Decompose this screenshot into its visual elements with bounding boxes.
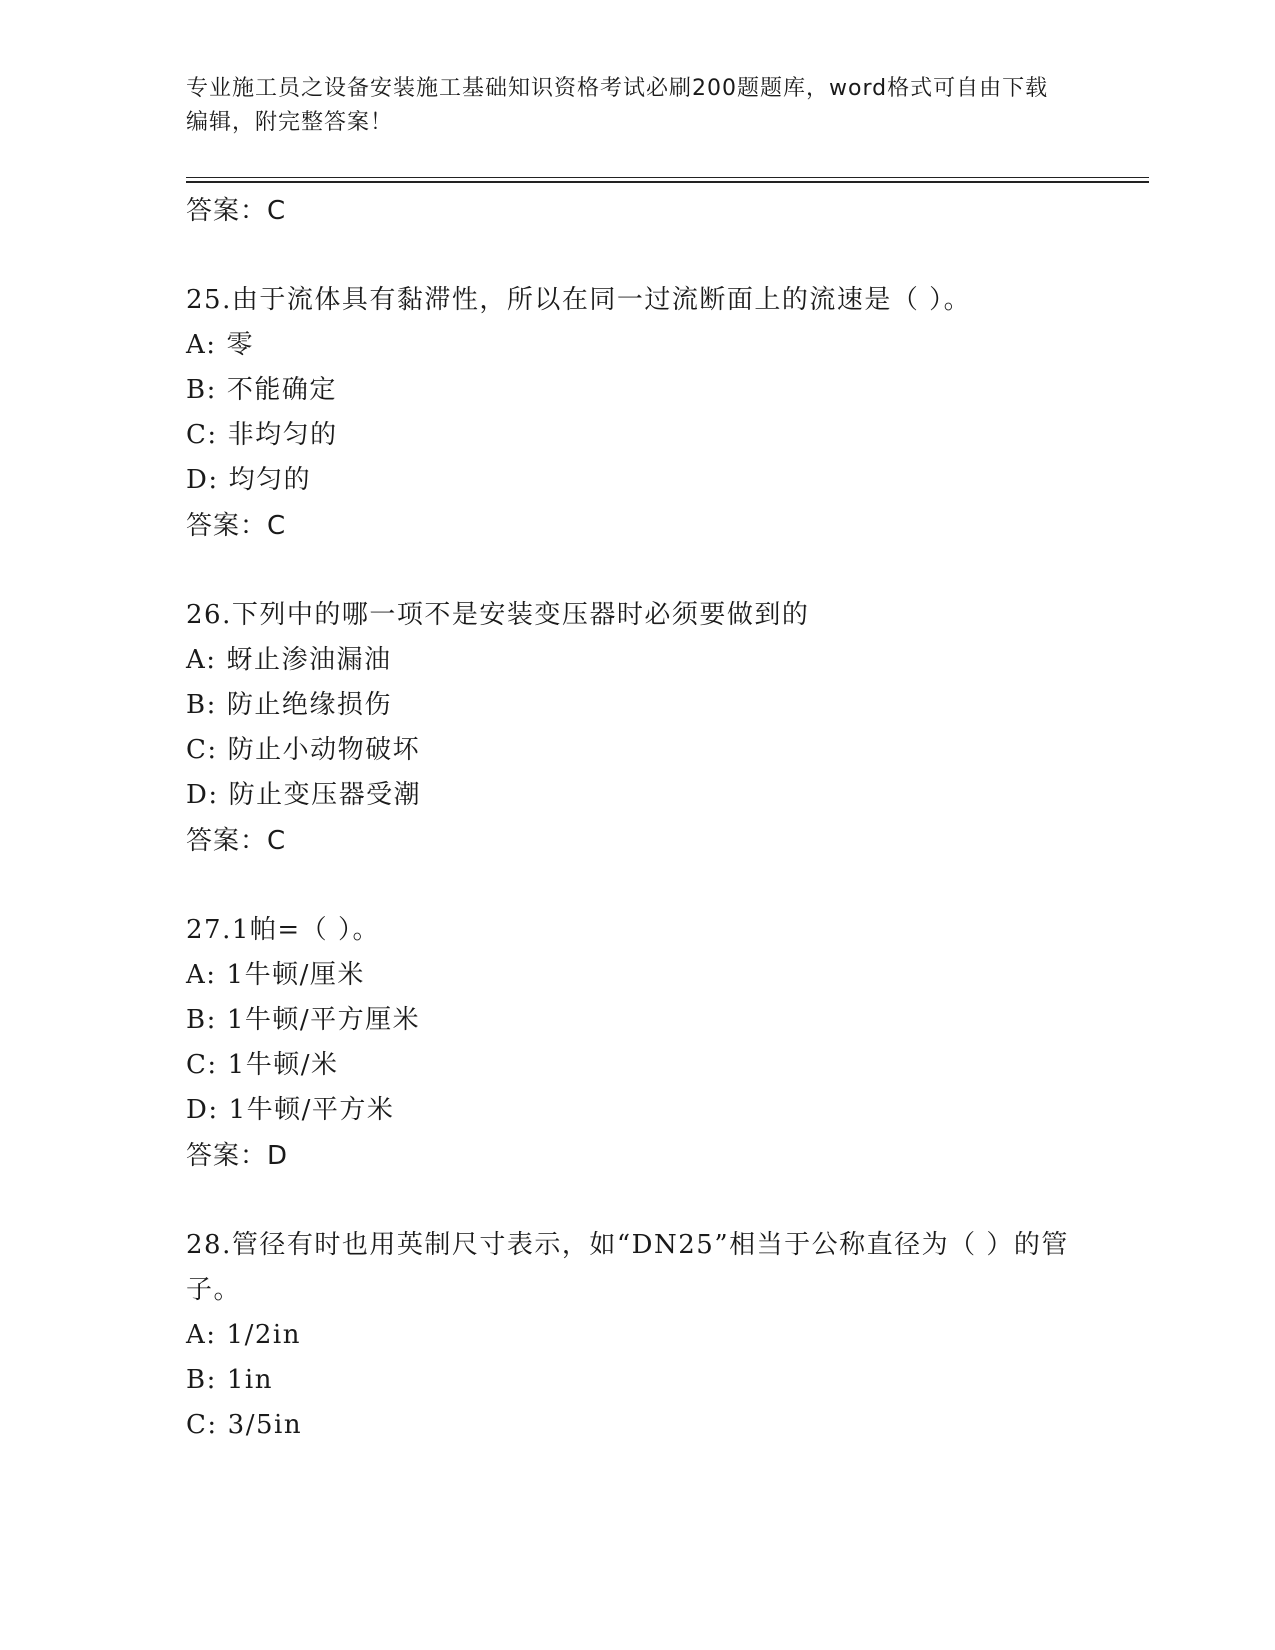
option-label: C: [186, 735, 218, 765]
option-c [186, 728, 1086, 773]
option-text: 1牛顿/平方米 [228, 1095, 395, 1125]
option-text: 1/2in [226, 1320, 301, 1350]
option-text: 均匀的 [228, 465, 312, 495]
option-text: 蚜止渗油漏油 [226, 645, 392, 675]
option-text: 零 [226, 330, 255, 360]
question-26 [186, 593, 1086, 864]
option-b [186, 998, 1086, 1043]
option-text: 1牛顿/平方厘米 [226, 1005, 421, 1035]
option-b [186, 683, 1086, 728]
option-text: 不能确定 [226, 375, 337, 405]
option-a [186, 323, 1086, 368]
option-text: 3/5in [227, 1410, 303, 1440]
option-text: 防止绝缘损伤 [226, 690, 392, 720]
option-label: A: [186, 960, 217, 990]
option-b [186, 368, 1086, 413]
option-c [186, 413, 1086, 458]
option-c [186, 1403, 1086, 1448]
question-text: 26.下列中的哪一项不是安装变压器时必须要做到的 [186, 600, 810, 630]
option-d [186, 773, 1086, 818]
option-text: 防止变压器受潮 [228, 780, 422, 810]
option-label: C: [186, 1050, 218, 1080]
question-28 [186, 1223, 1086, 1448]
option-text: 防止小动物破坏 [227, 735, 421, 765]
option-d [186, 458, 1086, 503]
question-25 [186, 278, 1086, 549]
option-b [186, 1358, 1086, 1403]
option-label: D: [186, 1095, 219, 1125]
option-label: B: [186, 690, 217, 720]
header-divider-thin [186, 177, 1149, 178]
option-text: 1牛顿/厘米 [226, 960, 365, 990]
option-text: 1牛顿/米 [227, 1050, 339, 1080]
option-label: A: [186, 1320, 217, 1350]
option-label: A: [186, 330, 217, 360]
answer-line: 答案：D [186, 1141, 289, 1171]
option-label: D: [186, 780, 219, 810]
option-a [186, 1313, 1086, 1358]
option-text: 非均匀的 [227, 420, 338, 450]
question-text: 27.1帕=（ ）。 [186, 915, 380, 945]
answer-line: 答案：C [186, 196, 287, 226]
option-label: B: [186, 375, 217, 405]
header-divider-thick [186, 181, 1149, 183]
answer-line: 答案：C [186, 826, 287, 856]
document-body [186, 188, 1086, 1448]
option-label: A: [186, 645, 217, 675]
option-c [186, 1043, 1086, 1088]
option-a [186, 638, 1086, 683]
question-text: 25.由于流体具有黏滞性，所以在同一过流断面上的流速是（ ）。 [186, 285, 972, 315]
option-a [186, 953, 1086, 998]
option-label: D: [186, 465, 219, 495]
option-label: B: [186, 1365, 217, 1395]
option-label: C: [186, 1410, 218, 1440]
answer-line: 答案：C [186, 511, 287, 541]
option-d [186, 1088, 1086, 1133]
option-label: C: [186, 420, 218, 450]
question-27 [186, 908, 1086, 1179]
document-header: 专业施工员之设备安装施工基础知识资格考试必刷200题题库，word格式可自由下载编辑，附完整答案！ [186, 76, 1049, 135]
option-text: 1in [226, 1365, 273, 1395]
option-label: B: [186, 1005, 217, 1035]
question-text: 28.管径有时也用英制尺寸表示，如“DN25”相当于公称直径为（ ）的管子。 [186, 1230, 1069, 1305]
